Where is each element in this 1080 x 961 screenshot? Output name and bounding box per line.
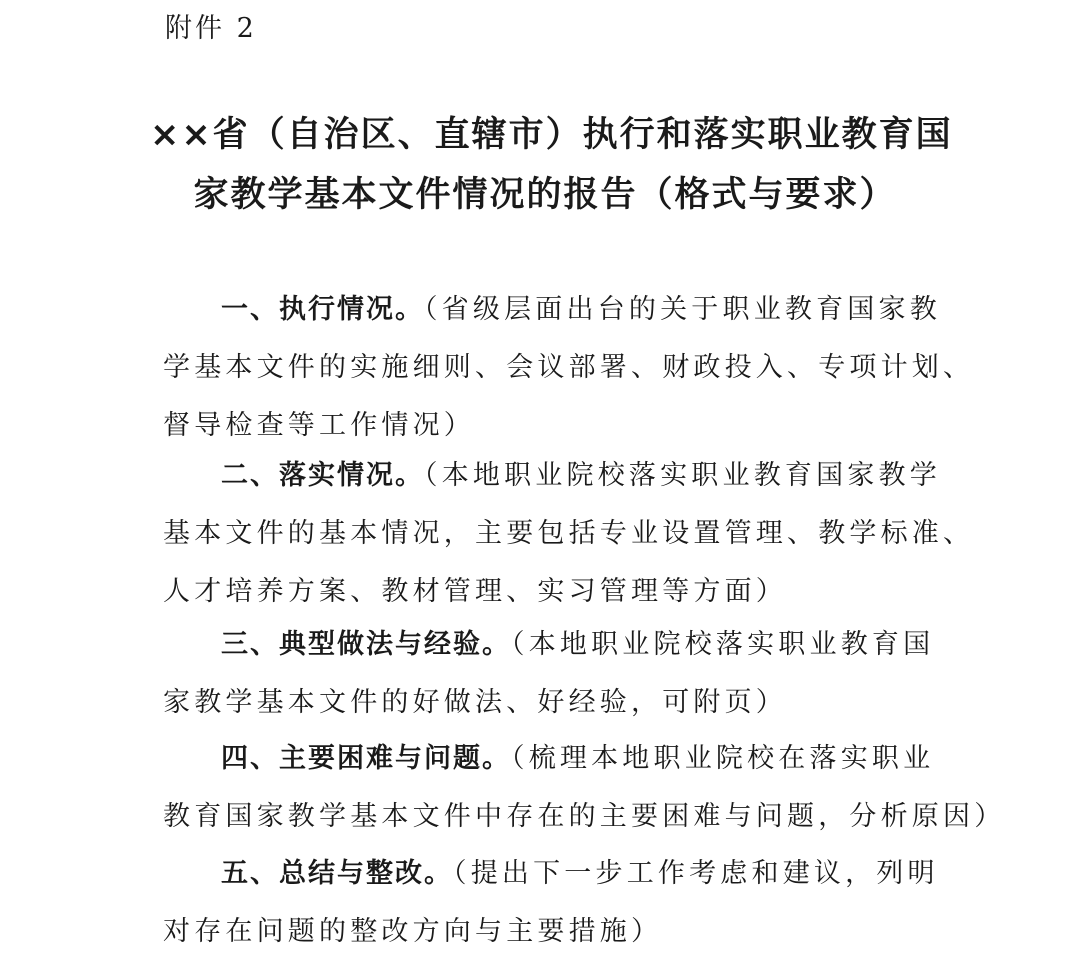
- title-line-1: ××省（自治区、直辖市）执行和落实职业教育国: [150, 115, 953, 155]
- section-first-line: [163, 281, 941, 339]
- document-title: [150, 105, 953, 225]
- section-first-line: [163, 730, 935, 788]
- section-text: 对存在问题的整改方向与主要措施）: [163, 916, 663, 947]
- section-implementation: [163, 447, 975, 621]
- section-text: （提出下一步工作考虑和建议，列明: [453, 858, 939, 889]
- section-heading: 五、总结与整改。: [221, 858, 453, 889]
- section-text: （省级层面出台的关于职业教育国家教: [424, 294, 941, 325]
- section-first-line: [163, 845, 939, 903]
- section-practices: [163, 616, 935, 732]
- section-text: （本地职业院校落实职业教育国家教学: [424, 460, 941, 491]
- title-line-2: 家教学基本文件情况的报告（格式与要求）: [193, 175, 897, 215]
- section-heading: 三、典型做法与经验。: [221, 629, 511, 660]
- section-first-line: [163, 447, 941, 505]
- section-heading: 二、落实情况。: [221, 460, 424, 491]
- section-text: 教育国家教学基本文件中存在的主要困难与问题，分析原因）: [163, 801, 1006, 832]
- section-problems: [163, 730, 1006, 846]
- section-text: （梳理本地职业院校在落实职业: [511, 743, 935, 774]
- section-text: 学基本文件的实施细则、会议部署、财政投入、专项计划、: [163, 352, 975, 383]
- section-heading: 一、执行情况。: [221, 294, 424, 325]
- section-text: 人才培养方案、教材管理、实习管理等方面）: [163, 576, 787, 607]
- section-heading: 四、主要困难与问题。: [221, 743, 511, 774]
- section-summary: [163, 845, 939, 961]
- attachment-label: 附件 2: [165, 13, 257, 44]
- section-text: 基本文件的基本情况，主要包括专业设置管理、教学标准、: [163, 518, 975, 549]
- section-first-line: [163, 616, 935, 674]
- section-text: 家教学基本文件的好做法、好经验，可附页）: [163, 687, 787, 718]
- section-text: （本地职业院校落实职业教育国: [511, 629, 935, 660]
- section-text: 督导检查等工作情况）: [163, 410, 475, 441]
- section-execution: [163, 281, 975, 455]
